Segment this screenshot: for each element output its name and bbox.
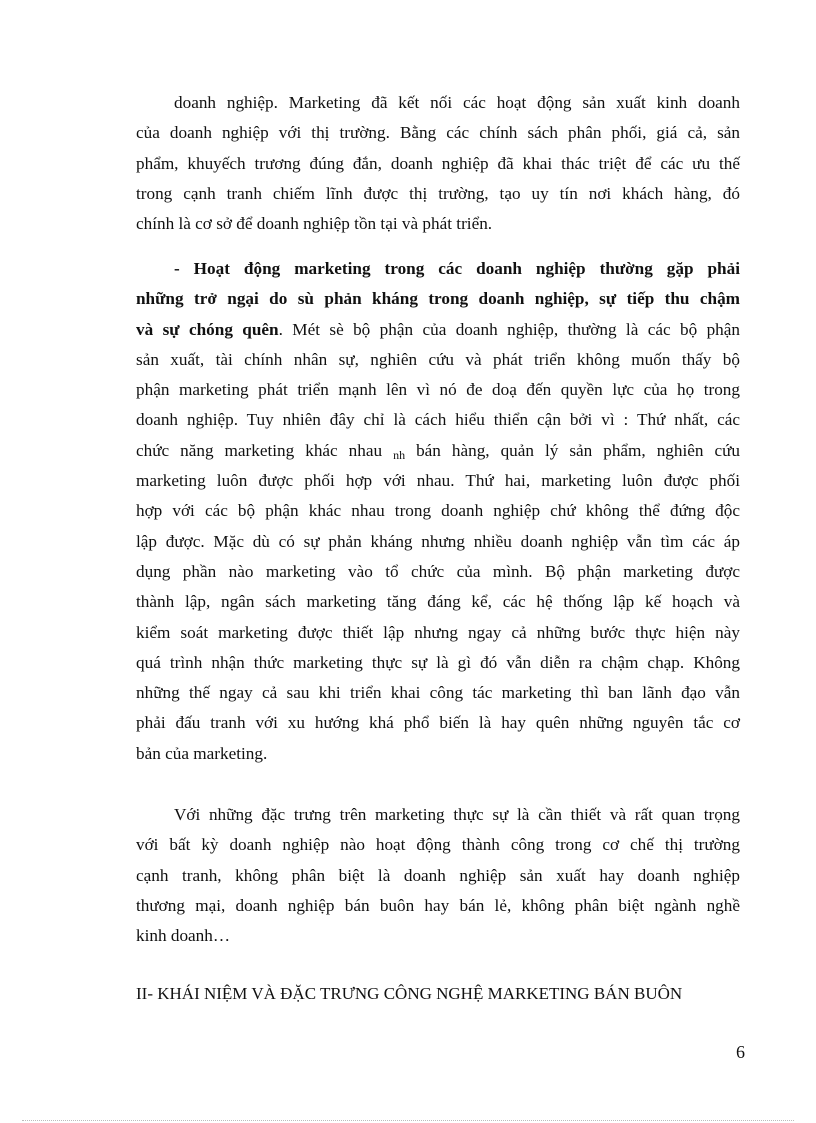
text-line: kiểm soát marketing được thiết lập nhưng ngay cả những bước thực hiện này xyxy=(136,622,740,642)
text-line: kinh doanh… xyxy=(136,926,231,946)
text-line: của doanh nghiệp với thị trường. Bằng các chính sách phân phối, giá cả, sản xyxy=(136,123,740,143)
text-fragment: . Mét sè bộ phận của doanh nghiệp, thường là các bộ phận xyxy=(278,319,740,339)
text-line: sản xuất, tài chính nhân sự, nghiên cứu và phát triển không muốn thấy bộ xyxy=(136,349,740,369)
text-fragment: bán hàng, quản lý sản phẩm, nghiên cứu xyxy=(416,440,741,460)
text-line: dụng phần nào marketing vào tổ chức của mình. Bộ phận marketing được xyxy=(136,561,740,581)
text-line: cạnh tranh, không phân biệt là doanh nghiệp sản xuất hay doanh nghiệp xyxy=(136,865,740,885)
text-line: những thế ngay cả sau khi triển khai công tác marketing thì ban lãnh đạo vẫn xyxy=(136,683,740,703)
text-line: hợp với các bộ phận khác nhau trong doanh nghiệp chứ không thể đứng độc xyxy=(136,501,740,521)
text-line: marketing luôn được phối hợp với nhau. Thứ hai, marketing luôn được phối xyxy=(136,471,740,491)
text-line: Với những đặc trưng trên marketing thực sự là cần thiết và rất quan trọng xyxy=(174,805,740,824)
footer-divider xyxy=(22,1120,794,1121)
text-line: doanh nghiệp. Tuy nhiên đây chỉ là cách hiểu thiển cận bởi vì : Thứ nhất, các xyxy=(136,410,740,430)
text-line: trong cạnh tranh chiếm lĩnh được thị trường, tạo uy tín nơi khách hàng, đó xyxy=(136,183,740,203)
paragraph-marketing-obstacles xyxy=(136,254,740,769)
text-line: với bất kỳ doanh nghiệp nào hoạt động thành công trong cơ chế thị trường xyxy=(136,835,740,855)
text-line: quá trình nhận thức marketing thực sự là gì đó vẫn diễn ra chậm chạp. Không xyxy=(136,652,740,672)
paragraph-marketing-importance xyxy=(136,800,740,951)
text-fragment: chức năng marketing khác nhau xyxy=(136,440,383,460)
text-line: phận marketing phát triển mạnh lên vì nó đe doạ đến quyền lực của họ trong xyxy=(136,380,740,400)
section-heading: II- KHÁI NIỆM VÀ ĐẶC TRƯNG CÔNG NGHỆ MARKETING BÁN BUÔN xyxy=(136,984,683,1003)
bold-text-line: - Hoạt động marketing trong các doanh nghiệp thường gặp phải xyxy=(174,259,740,278)
subscript-fragment: nh xyxy=(393,447,406,462)
text-line: bản của marketing. xyxy=(136,743,268,763)
text-line: doanh nghiệp. Marketing đã kết nối các hoạt động sản xuất kinh doanh xyxy=(174,93,740,112)
text-line xyxy=(136,315,740,345)
text-line: thương mại, doanh nghiệp bán buôn hay bán lẻ, không phân biệt ngành nghề xyxy=(136,895,740,915)
text-line: phải đấu tranh với xu hướng khá phổ biến là hay quên những nguyên tắc cơ xyxy=(136,713,740,733)
paragraph-marketing-connection xyxy=(136,88,740,239)
text-line: thành lập, ngân sách marketing tăng đáng kể, các hệ thống lập kế hoạch và xyxy=(136,592,740,612)
bold-text-line: những trở ngại do sù phản kháng trong doanh nghiệp, sự tiếp thu chậm xyxy=(136,289,740,309)
text-line xyxy=(136,436,740,466)
page-number: 6 xyxy=(736,1042,745,1062)
text-line: lập được. Mặc dù có sự phản kháng nhưng nhiều doanh nghiệp vẫn tìm các áp xyxy=(136,531,740,551)
text-line: phẩm, khuyếch trương đúng đắn, doanh nghiệp đã khai thác triệt để các ưu thế xyxy=(136,153,740,173)
bold-phrase: và sự chóng quên xyxy=(136,319,279,339)
text-line: chính là cơ sở để doanh nghiệp tồn tại và phát triển. xyxy=(136,214,493,234)
